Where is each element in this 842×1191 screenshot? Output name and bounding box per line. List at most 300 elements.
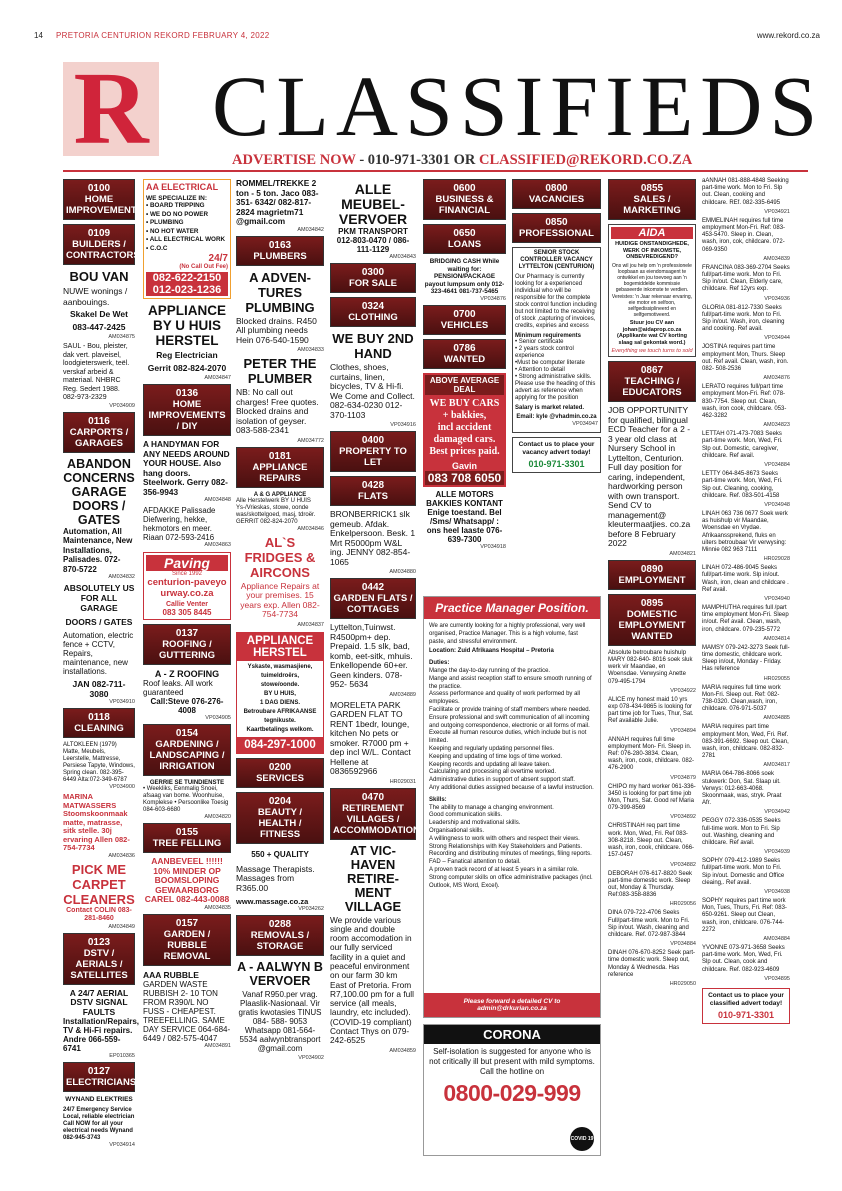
ad-ref: AM034817 — [763, 762, 790, 769]
ad-title: AA ELECTRICAL — [146, 182, 228, 192]
aa-service-list — [146, 202, 228, 253]
listing-text: Absolute betroubare huishulp MARY 082-640- 8016 soek sluk werk vir Maandae, en Woensdae. Verwysing Anette 079-495-1794 — [608, 649, 693, 685]
ad-text: GARDEN WASTE RUBBISH 2- 10 TON FROM R390/L NO FUSS - CHEAPEST. TREEFELLING. SAME DAY SERVICE 064-684-6449 / 082-575-4047 — [143, 979, 231, 1043]
ad-text: Lyttelton,Tuinwst. R4500pm+ dep. Prepaid. 1.5 slk, bad, komb, eet-sitk, mhuis. Enkellopende 60+er. Geen kinders. 078-952- 5634 — [330, 622, 413, 689]
ad-ref: VP034876 — [480, 295, 506, 302]
above-average-deal-ad — [423, 373, 506, 487]
ad-ref: VP034921 — [764, 208, 790, 215]
ad-title: AT VIC-HAVEN RETIRE-MENT VILLAGE — [344, 842, 402, 914]
ad-ref: HR029055 — [763, 675, 790, 682]
listing-text: DINA 079-722-4706 Seeks Full/part-time work. Mon to Fri. Sip in/out. Wash, cleaning and childcare. Ref. 072-987-3844 — [608, 910, 690, 938]
rekord-logo: R — [63, 62, 159, 156]
ad-ref: AM034846 — [297, 525, 324, 532]
ad-text: Alle Herstelwerk BY U HUIS Ys-/Vrieskas, stowe, oonde was/skottelgoed, masj, tdroër. GERRIT 082-824-2070 — [236, 497, 316, 525]
ad-ref: AM034836 — [108, 852, 135, 859]
list-item: Keeping and updating of time logs of time worked. — [429, 753, 563, 760]
section-header: 0288 REMOVALS / STORAGE — [236, 915, 324, 956]
listing-text: LETTAH 071-473-7083 Seeks part-time work. Mon, Wed, Fri. Slp out. Domestic, caregiver, childcare. Ref avail. — [702, 431, 783, 459]
ad-phone: Call:Steve 076-276-4008 — [150, 697, 224, 715]
contact-phone: 010-971-3301 — [717, 1009, 775, 1020]
section-header: 0109 BUILDERS / CONTRACTORS — [63, 224, 135, 265]
column-5 — [423, 176, 506, 601]
ad-text: BRIDGING CASH While waiting for: PENSION/PACKAGE payout lumpsum only 012-323-4641 081-737-5465 — [424, 258, 505, 295]
corona-hotline: 0800-029-999 — [443, 1080, 581, 1106]
corona-text: Self-isolation is suggested for anyone who is not critically ill but present with mild symptoms. Call the hotline on — [429, 1047, 595, 1076]
list-item: incl accident — [437, 421, 492, 433]
section-header: 0157 GARDEN / RUBBLE REMOVAL — [143, 914, 231, 966]
list-item: •Must be computer literate — [515, 360, 585, 366]
ad-ref: VP034936 — [764, 295, 790, 302]
ad-title: ABANDON CONCERNS GARAGE DOORS / GATES — [63, 456, 135, 527]
listing-text: SOPHY 079-412-1989 Seeks full/part-time work. Mon to Fri. Sip in/out. Domestic and Office cleaing,. Ref avail. — [702, 858, 785, 886]
ad-text: Clothes, shoes, curtains, linen, bicycles, TV & Hi-fi. We Come and Collect. 082-634-0230 012-370-1103 — [330, 362, 415, 420]
listing-text: CHIPO my hard worker 061-336-3450 is looking for part time job Mon, Thurs, Sat. Good ref Maria 079-399-8569 — [608, 783, 696, 812]
ad-ref: AM034848 — [204, 497, 231, 503]
advertise-or: OR — [453, 152, 476, 168]
ad-text: BRONBERRICK1 slk gemeub. Afdak. Enkelpersoon. Besk. 1 Mrt R5000pm W&L ing. JENNY 082-854-1065 — [330, 509, 416, 567]
ad-text: We provide various single and double room accomodation in our fully serviced facility in a quiet and peaceful environment on our farm 30 km East of Pretoria. From R7,100.00 pm for a full service (all meals, laundry, etc included). (COVID-19 compliant) Contact Thys on 079-242-6525 — [330, 914, 414, 1046]
column-7 — [608, 176, 696, 1156]
listing — [702, 384, 790, 428]
listing-text: DINAH 076-670-8252 Seek part-time domestic work. Sleep out, Monday & Wednesda. Has reference — [608, 950, 696, 978]
ad-text: MORELETA PARK GARDEN FLAT TO RENT 1bedr, lounge, kitchen No pets or smoker. R7000 pm + dep incl W/L. Contact Hellene at 0836592966 — [330, 699, 411, 776]
ad-title: PICK ME CARPET CLEANERS — [63, 861, 135, 907]
ad-text: A HANDYMAN FOR ANY NEEDS AROUND YOUR HOUSE. Also hang doors. Steelwork. Gerry 082-356-9943 — [143, 439, 230, 497]
listing — [702, 818, 790, 855]
list-item: Good communication skills. — [429, 812, 503, 819]
list-item: • Senior certificate — [515, 339, 564, 345]
ad-title: ABSOLUTELY US FOR ALL GARAGE — [63, 583, 135, 613]
ad-ref: AM034876 — [763, 375, 790, 382]
list-item: Recording and distributing minutes of meetings, filing reports. — [429, 851, 592, 858]
advertise-label: ADVERTISE NOW — [232, 152, 356, 168]
herstel-lines — [237, 661, 323, 737]
ad-since: Since 1992 — [171, 571, 203, 577]
column-8 — [702, 176, 790, 1156]
listing — [702, 771, 790, 815]
ad-title: 550 + QUALITY — [251, 849, 309, 859]
section-header: 0855 SALES / MARKETING — [608, 179, 696, 220]
stock-controller-ad — [512, 247, 601, 433]
covid-logo: COVID 19 — [570, 1127, 594, 1151]
list-item: Kaartbetalings welkom. — [246, 726, 314, 733]
listing-text: MAMPHUTHA requires full /part time employment Mon-Fri. Sleep in/out. Ref avail. Clean, wash, iron, childcare. 079-235-5772 — [702, 604, 789, 633]
ad-subtitle: PKM TRANSPORT — [338, 227, 408, 236]
contact-text: Contact us to place your classified advert today! — [708, 991, 784, 1007]
listing-text: FRANCINA 083-369-2704 Seeks full/part-time work. Mon to Fri. Sip in/out. Clean, Elderly care, childcare. Ref 12yrs exp. — [702, 264, 790, 293]
listing-text: LERATO requires full/part time employment Mon-Fri. Ref: 078-830-7754. Sleep out. Clean, wash, iron cook, childcare. 053-462-3282 — [702, 384, 787, 420]
list-item: BY U HUIS, — [264, 690, 296, 697]
ad-ref: VP034947 — [572, 421, 598, 427]
ad-phone: Gerrit 082-824-2070 — [147, 362, 227, 373]
domestic-listings — [608, 650, 696, 987]
listing — [702, 645, 790, 682]
pm-intro: We are currently looking for a highly professional, very well organised, Practice Manager. This is a high volume, fast paste, and stressful environment. — [429, 623, 586, 645]
listing — [702, 178, 790, 215]
ad-ref: VP034918 — [480, 543, 506, 550]
aad-lines — [425, 398, 504, 458]
column-3 — [236, 176, 324, 1156]
listing-text: YVONNE 073-971-3658 Seeks part-time work. Mon, Wed, Fri. Slp out. Clean, cook and childcare. Ref. 082-923-4609 — [702, 945, 785, 973]
ad-ref: AM034889 — [389, 691, 416, 698]
ad-ref: VP034892 — [670, 814, 696, 821]
ad-phone: JAN 082-711- 3080 — [72, 679, 126, 699]
contact-text: Contact us to place your vacancy advert today! — [518, 441, 595, 456]
appliance-herstel-ad — [236, 632, 324, 754]
listing-text: DEBORAH 076-617-8820 Seek part-time domestic work. Sleep out, Monday & Thursday. Ref:083-358-8836 — [608, 870, 693, 899]
listing-text: MAMSY 079-242-3273 Seek full-time domestic, childcare work. Sleep in/out, Monday - Friday. Has reference — [702, 644, 790, 673]
list-item: stowe/oonde. — [260, 681, 300, 688]
ad-ref: VP034910 — [109, 699, 135, 705]
ad-ref: EP010365 — [109, 1053, 135, 1059]
listing-text: LETTY 064-845-8673 Seeks part-time work. Mon, Wed, Fri. Sip out. Cleaning, cooking, childcare. Ref. 083-501-4158 — [702, 471, 783, 499]
ad-note: Please use the heading of this advert as reference when applying for the position — [515, 381, 596, 401]
pm-footer[interactable]: Please forward a detailed CV to admin@drkurian.co.za — [424, 993, 600, 1017]
listing — [702, 265, 790, 302]
list-item: • PLUMBING — [146, 219, 184, 226]
listing — [702, 344, 790, 381]
ad-ref: AM034833 — [297, 347, 324, 353]
pm-duties — [429, 668, 595, 793]
ad-ref: VP034905 — [205, 715, 231, 721]
ad-title: WYNAND ELEKTRIES — [65, 1096, 133, 1103]
list-item: • Strong administrative skills. — [515, 374, 592, 380]
listing — [702, 945, 790, 982]
listing-text: CHRISTINAH req part time work. Mon, Wed, Fri. Ref 083-308-8218. Sleep out. Clean, wash, iron, cook, childcare. 066-157-0457 — [608, 823, 695, 859]
corona-ad — [423, 1024, 601, 1156]
ad-phone: 083-447-2425 — [72, 321, 126, 332]
top-bar — [34, 31, 820, 45]
practice-manager-ad — [423, 596, 601, 1018]
listing — [702, 511, 790, 562]
ad-subtitle: Minimum requirements — [515, 333, 582, 339]
ad-ref: AM034843 — [389, 254, 416, 260]
ad-ref: VP034942 — [764, 809, 790, 816]
section-header: 0850 PROFESSIONAL — [512, 213, 601, 243]
ad-contact: Skakel De Wet — [70, 309, 128, 319]
ad-text: ALLE MOTORS BAKKIES KONTANT Enige toestand. Bel /Sms/ Whatsapp/ : ons heel laaste 076-639-7300 — [426, 489, 503, 544]
ad-ref: AM034821 — [669, 550, 696, 557]
list-item: • C.O.C — [146, 244, 168, 252]
advertise-banner — [232, 152, 692, 169]
ad-phone: 084-297-1000 — [237, 737, 323, 753]
section-header: 0700 VEHICLES — [423, 305, 506, 335]
ad-title: ABOVE AVERAGE DEAL — [425, 375, 504, 395]
listing-text: JOSTINA requires part time employment Mon, Thurs. Sleep out. Ref avail. Clean, wash, iron. 082- 508-2536 — [702, 344, 789, 373]
ad-title: A ADVEN-TURES PLUMBING — [245, 269, 315, 315]
paving-ad — [143, 552, 231, 620]
ad-title: PETER THE PLUMBER — [243, 356, 317, 386]
ad-nofee: (No Call Out Fee) — [179, 264, 228, 270]
ad-text: AFDAKKE Palissade Diefwering, hekke, hekmotors en meer. Riaan 072-593-2416 — [143, 506, 216, 542]
ad-ref: AM034823 — [763, 422, 790, 429]
ad-ref: VP034940 — [764, 595, 790, 602]
ad-ref: AM034772 — [297, 437, 324, 444]
pm-title: Practice Manager Position. — [424, 597, 600, 619]
site-url[interactable]: www.rekord.co.za — [756, 31, 820, 40]
listing-text: ALICE my honest maid 10 yrs exp 078-434-9865 is looking for part time job for Tues, Thur, Sat. Ref available Julie. — [608, 696, 694, 725]
list-item: Any additional duties assigned because of a lawful instruction. — [429, 784, 594, 791]
ad-ref: VP034900 — [109, 784, 135, 790]
ad-text: JOB OPPORTUNITY for qualified, bilingual ECD Teacher for a 2 - 3 year old class at Nursery School in Lyttelton, Centurion. Full day position for caring, independent, hardworking person with own transport. Send CV to management@ kleutermaatjies. co.za before 8 February 2022 — [608, 405, 691, 549]
section-header: 0163 PLUMBERS — [236, 236, 324, 266]
ad-ref: VP034884 — [670, 941, 696, 948]
section-header: 0300 FOR SALE — [330, 263, 416, 293]
list-item: Yskaste, wasmasjiene, — [247, 663, 313, 670]
listing — [702, 724, 790, 768]
section-header: 0137 ROOFING / GUTTERING — [143, 624, 231, 665]
ad-text: SAUL - Bou, pleister, dak vert. plaveisel, loodgieterswerk, teël. verskaf arbeid & materiaal. NHBRC Reg. Sedert 1988. 082-973-2329 — [63, 343, 130, 401]
ad-contact: Gavin — [451, 460, 477, 471]
listing-text: MARIA requires full time work Mon-Fri. Sleep out. Ref: 082-738-0320. Clean,wash, iron, childcare. 076-971-5037 — [702, 684, 781, 713]
section-header: 0136 HOME IMPROVEMENTS / DIY — [143, 384, 231, 436]
ad-contact: Callie Venter — [165, 601, 209, 608]
listing — [608, 697, 696, 734]
list-item: Betroubare AFRIKAANSE tegnikuste. — [243, 708, 317, 724]
section-header: 0600 BUSINESS & FINANCIAL — [423, 179, 506, 220]
section-header: 0116 CARPORTS / GARAGES — [63, 412, 135, 453]
list-item: damaged cars. — [433, 433, 496, 445]
ad-ref: AM034820 — [204, 814, 231, 820]
ad-title: BOU VAN — [69, 269, 129, 284]
header-rule — [63, 170, 808, 172]
ad-text: Ons wil jou help om 'n professionele loopbaan as eiendomsagent te ontwikkel en jou toevoeg aan 'n bogemiddelde kommissie gebaseerde inkomste te verdien. Vereistes: 'n Jaar rekenaar ervaring, eie motor en selfoon, selfgedissiplineerd en selfgemotiveerd. — [611, 262, 693, 319]
ad-title: APPLIANCE BY U HUIS HERSTEL — [147, 303, 226, 348]
ad-text: NB: No call out charges! Free quotes. Blocked drains and isolation of geyser. 083-588-2341 — [236, 387, 319, 435]
section-header: 0204 BEAUTY / HEALTH / FITNESS — [236, 792, 324, 844]
ad-text: Vanaf R950.per vrag. Plaaslik-Nasionaal. Vir gratis kwotasies TINUS 084- 588- 9053 Whatsapp 081-564- 5534 aalwynbtransport @gmail.com — [238, 990, 322, 1053]
list-item: A proven track record of at least 5 years in a similar role. — [429, 866, 579, 873]
listing-text: LINAH 072-486-9045 Seeks full/part-time work. Slp in/out. Wash, iron, clean and childcare . Ref avail. — [702, 565, 789, 593]
list-item: Leadership and motivational skills. — [429, 820, 521, 827]
ad-title: AAA RUBBLE — [143, 969, 199, 980]
listing-text: GLORIA 081-812-7330 Seeks full/part-time work. Mon to Fri. Sip in/out. Wash, iron, cleaning and cooking. Ref avail. — [702, 304, 785, 333]
list-item: Facilitate or provide training of staff members where needed. — [429, 706, 591, 713]
ad-text: Blocked drains. R450 All plumbing needs Hein 076-540-1590 — [236, 315, 317, 345]
ad-ref: AM034839 — [763, 255, 790, 262]
listing — [608, 650, 696, 694]
ad-ref: AM034832 — [108, 574, 135, 580]
list-item: FAD – Fanatical attention to detail. — [429, 859, 521, 866]
ad-ref: HR029050 — [669, 980, 696, 987]
ad-text: NUWE wonings / aanbouings. — [63, 286, 128, 307]
ad-ref: VP034948 — [764, 501, 790, 508]
listing — [702, 605, 790, 642]
ad-ref: VP034938 — [764, 889, 790, 896]
section-header: 0123 DSTV / AERIALS / SATELLITES — [63, 933, 135, 985]
ad-ref: HR029028 — [763, 556, 790, 563]
ad-url[interactable]: centurion-paveyourway.co.za — [147, 577, 227, 599]
ad-ref: HR029031 — [389, 778, 416, 785]
list-item: Keeping and regularly updating personnel files. — [429, 745, 555, 752]
section-header: 0786 WANTED — [423, 339, 506, 369]
ad-ref: VP034895 — [764, 975, 790, 982]
list-item: tuimeldroërs, — [260, 672, 299, 679]
advertise-email[interactable]: CLASSIFIED@REKORD.CO.ZA — [478, 152, 693, 168]
section-header: 0470 RETIREMENT VILLAGES / ACCOMMODATION — [330, 788, 416, 840]
pm-duties-label: Duties: — [429, 660, 450, 667]
ad-ref: AM034891 — [204, 1042, 231, 1049]
ad-text: Our Pharmacy is currently looking for a experienced individual who will be responsible for the complete stock control function including but not limited to the receiving of stock ,capturing of invoices, credits, expiries and excess — [515, 274, 597, 329]
ad-ref: VP034916 — [390, 422, 416, 428]
ad-title: AL`S FRIDGES & AIRCONS — [244, 534, 316, 580]
section-header: 0127 ELECTRICIANS — [63, 1062, 135, 1092]
listing — [702, 471, 790, 508]
contact-box — [702, 988, 790, 1024]
column-6 — [512, 176, 601, 601]
ad-text: Automation, electric fence + CCTV, Repairs, maintenance, new installations. — [63, 631, 134, 676]
pm-location: Location: Zuid Afrikaans Hospital – Pretoria — [429, 648, 554, 655]
ad-title: A - Z ROOFING — [154, 669, 220, 679]
listing-text: ANNAH requires full time employment Mon- Fri. Sleep in. Ref: 076-280-3834. Clean, wash, iron, cook, childcare. 082-476-2900 — [608, 736, 695, 772]
listing-text: MARIA requires part time employment Mon, Wed, Fri. Ref. 083-391-6692. Sleep out. Clean, wash, iron, childcare. 082-832-2781 — [702, 724, 789, 760]
ad-salary: Salary is market related. — [515, 405, 585, 411]
list-item: • ALL ELECTRICAL WORK — [146, 236, 226, 243]
listing — [608, 910, 696, 947]
listing — [608, 823, 696, 867]
ad-title: A & G APPLIANCE — [253, 491, 307, 498]
listing-text: PEGGY 072-336-0535 Seeks full-time work. Mon to Fri. Sip out. Washing, cleaning and childcare. Ref avail. — [702, 818, 781, 847]
listing — [702, 858, 790, 895]
listing-text: aANNAH 081-888-4848 Seeking part-time work. Mon to Fri. Slp out. Clean, cooking and childcare. REf. 082-335-6495 — [702, 178, 789, 206]
ad-text: Massage Therapists. Massages from R365.00 — [236, 863, 315, 893]
listing — [702, 898, 790, 942]
section-header: 0100 HOME IMPROVEMENTS — [63, 179, 135, 220]
ad-ref: VP034922 — [670, 687, 696, 694]
ad-text: Roof leaks. All work guaranteed — [143, 679, 213, 697]
section-header: 0890 EMPLOYMENT — [608, 560, 696, 590]
ad-title: APPLIANCE HERSTEL — [237, 633, 323, 661]
ad-url[interactable]: www.massage.co.za — [236, 897, 309, 906]
ad-title: Paving — [146, 555, 228, 571]
listing-text: EMMELINAH requires full time employment Mon-Fri. Ref: 083-453-5470. Sleep in. Clean, wash, iron, cok, childcare. 072-069-9350 — [702, 217, 786, 253]
ad-subtitle: Reg Electrician — [156, 350, 218, 360]
ad-ref: AM034837 — [297, 621, 324, 628]
page-title: CLASSIFIEDS — [212, 58, 825, 154]
advertise-phone: - 010-971-3301 — [359, 152, 450, 168]
section-header: 0200 SERVICES — [236, 758, 324, 788]
ad-phone: 012-803-0470 / 086-111-1129 — [336, 236, 410, 254]
ad-text: Appliance Repairs at your premises. 15 years exp. Allen 082-754-7734 — [240, 580, 320, 619]
section-header: 0442 GARDEN FLATS / COTTAGES — [330, 578, 416, 619]
section-header: 0324 CLOTHING — [330, 297, 416, 327]
ad-ref: AM034842 — [297, 226, 324, 233]
ad-text: ALTOKLEEN (1979) Matte, Meubels, Leerstelle, Mattresse, Persiese Tapyte, Windows, Spring clean. 082-395-6449 Alta:072-349-6787 — [63, 742, 135, 783]
aida-logo: AIDA — [611, 227, 693, 239]
ad-text: AANBEVEEL !!!!!! 10% MINDER OP BOOMSLOPING GEWAARBORG CAREL 082-443-0088 — [144, 856, 230, 904]
section-header: 0867 TEACHING / EDUCATORS — [608, 361, 696, 402]
ad-ref: AM034875 — [108, 334, 135, 340]
list-item: Organisational skills. — [429, 827, 485, 834]
ad-title: ALLE MEUBEL-VERVOER — [338, 181, 408, 227]
ad-phone: 012-023-1236 — [146, 284, 228, 296]
ad-ref: VP034909 — [109, 402, 135, 409]
list-item: Strong Relationships with Key Stakeholders and Patients. — [429, 843, 583, 850]
list-item: Execute all human resource duties, which include but is not limited. — [429, 730, 587, 745]
ad-slogan: Everything we touch turns to sold — [611, 348, 693, 355]
list-item: Mange and assist reception staff to ensure smooth running of the practice. — [429, 675, 592, 690]
ad-title: GERRIE SE TUINDIENSTE — [149, 780, 225, 786]
ad-247: 24/7 — [208, 253, 228, 264]
listing — [702, 565, 790, 602]
ad-ref: AM034863 — [204, 542, 231, 548]
corona-title: CORONA — [424, 1025, 600, 1044]
ad-title: SENIOR STOCK CONTROLLER VACANCY LYTTELTON (CENTURION) — [518, 250, 595, 270]
page-number: 14 — [34, 31, 43, 40]
contact-phone: 010-971-3301 — [528, 459, 585, 469]
listing-text: MARIA 064-786-8066 soek stukwerk: Don, Sat. Slaap uit. Verwys: 012-663-4068. Skoonmaak, was, stryk. Praat Afr. — [702, 771, 782, 807]
ad-email[interactable]: Email: kyle @vhadmin.co.za — [516, 414, 597, 420]
list-item: Calculating and processing all overtime worked. — [429, 769, 557, 776]
section-header: 0400 PROPERTY TO LET — [330, 431, 416, 472]
requirements-list — [515, 339, 598, 381]
ad-subtitle: DOORS / GATES — [65, 617, 133, 627]
listing — [608, 737, 696, 781]
ad-ref: VP034939 — [764, 849, 790, 856]
list-item: Keeping records and updating all leave taken. — [429, 761, 551, 768]
ad-ref: AM034849 — [108, 923, 135, 930]
listing — [608, 871, 696, 908]
list-item: • Attention to detail — [515, 367, 565, 373]
domestic-listings — [702, 178, 790, 982]
ad-ref: VP034902 — [298, 1055, 324, 1061]
ad-phone: 082-622-2150 — [146, 272, 228, 284]
contact-box — [512, 437, 601, 473]
ad-ref: AM034814 — [763, 635, 790, 642]
ad-text: • Weekliks, Eenmalig Snoei, afsaag van bome. Woonhuise, Komplekse • Persoonlike Toesig 084-603-6680 — [143, 786, 229, 813]
section-header: 0800 VACANCIES — [512, 179, 601, 209]
pm-skills — [429, 805, 595, 891]
ad-ref: VP034882 — [670, 861, 696, 868]
section-header: 0118 CLEANING — [63, 708, 135, 738]
list-item: • WE DO NO POWER — [146, 210, 209, 218]
ad-phone: 083 708 6050 — [425, 471, 504, 485]
pm-skills-label: Skills: — [429, 796, 447, 803]
list-item: A willingness to work with others and respect their views. — [429, 835, 580, 842]
ad-title: A - AALWYN B VERVOER — [237, 960, 323, 988]
publication-line: PRETORIA CENTURION REKORD FEBRUARY 4, 2022 — [56, 31, 270, 40]
listing-text: LINAH 063 736 0677 Soek werk as huishulp vir Maandae, Woensdae en Vrydae. Afrikaanssprekend, fluks en uiters betroubaar Vir verwysing: Minnie 082 963 7111 — [702, 510, 788, 553]
ad-phone: 083 305 8445 — [162, 608, 212, 617]
ad-ref: HR029056 — [669, 901, 696, 908]
ad-text: Installation/Repairs, TV & Hi-Fi repairs. Andre 066-559-6741 — [63, 1017, 140, 1053]
ad-ref: AM034880 — [389, 569, 416, 575]
section-header: 0650 LOANS — [423, 224, 506, 254]
ad-cv[interactable]: Stuur jou CV aan johan@aidaprop.co.za (Applikante wat CV korting slaag sal gekontak word.) — [617, 320, 687, 346]
ad-ref: AM034847 — [204, 375, 231, 381]
list-item: Assess performance and quality of work performed by all employees. — [429, 691, 581, 706]
list-item: WE BUY CARS — [429, 397, 500, 409]
ad-ref: VP034262 — [298, 906, 324, 912]
ad-ref: VP034944 — [764, 335, 790, 342]
list-item: Mange the day-to-day running of the practice. — [429, 667, 551, 674]
list-item: The ability to manage a changing environment. — [429, 804, 554, 811]
column-4 — [330, 176, 420, 1156]
ad-ref: VP034879 — [670, 774, 696, 781]
section-header: 0154 GARDENING / LANDSCAPING / IRRIGATION — [143, 724, 231, 776]
listing — [608, 950, 696, 987]
aa-electrical-ad — [143, 179, 231, 299]
list-item: Best prices paid. — [429, 445, 500, 457]
column-2 — [143, 176, 231, 1156]
ad-title: A 24/7 AERIAL DSTV SIGNAL FAULTS — [69, 987, 129, 1017]
list-item: Strong computer skills on office administrative packages (incl. Outlook, MS Word, Excel). — [429, 874, 593, 889]
ad-text: MARINA MATWASSERS Stoomskoonmaak matte, matrasse, sitk stelle. 30j ervaring Allen 082-754-7734 — [63, 792, 130, 852]
list-item: • 2 years stock control experience — [515, 346, 574, 359]
listing — [702, 685, 790, 722]
listing — [702, 305, 790, 342]
listing — [702, 431, 790, 468]
